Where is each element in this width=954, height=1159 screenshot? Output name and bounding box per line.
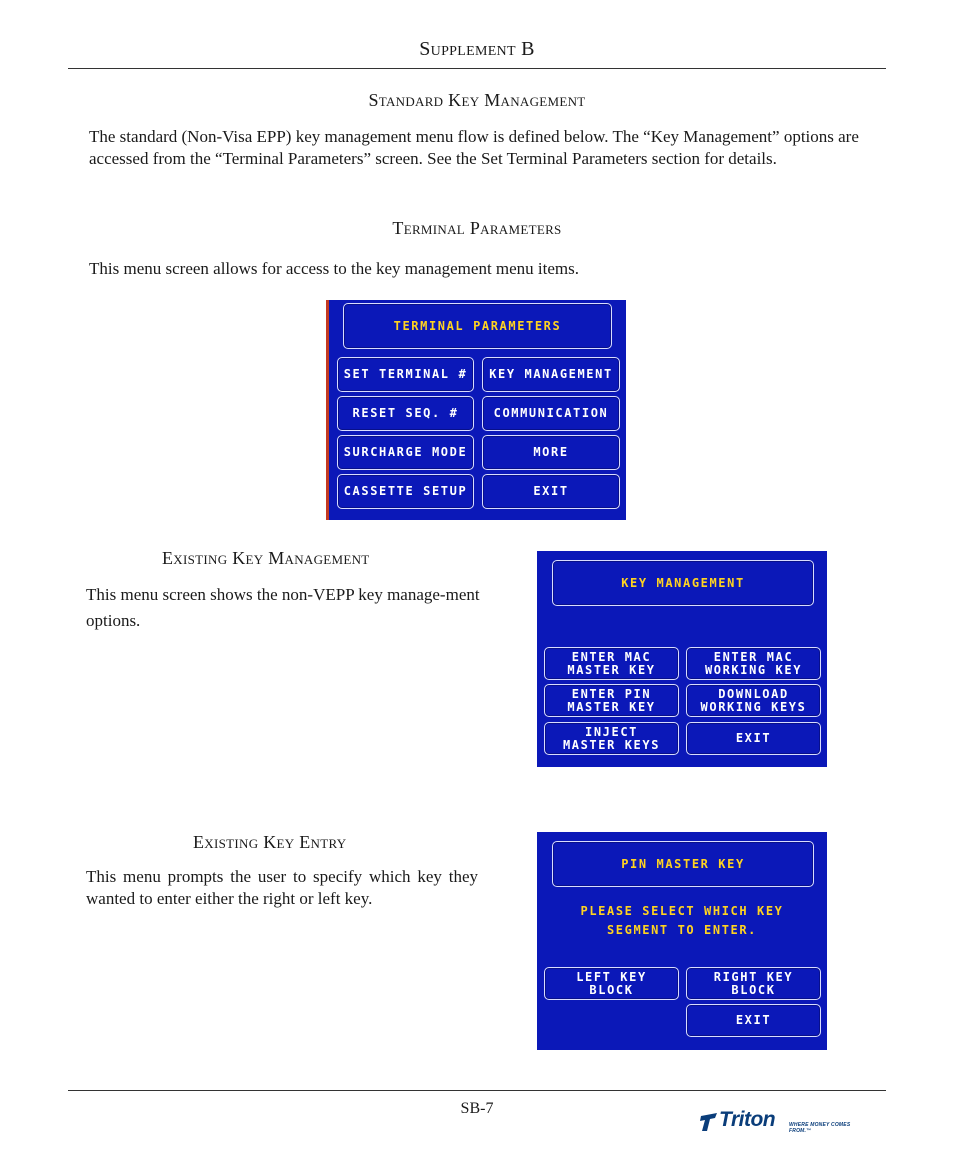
exit-button[interactable]: EXIT [482,474,620,509]
more-button[interactable]: MORE [482,435,620,470]
running-header: Supplement B [419,38,535,60]
inject-master-keys-button[interactable]: INJECT MASTER KEYS [544,722,679,755]
download-working-keys-button[interactable]: DOWNLOAD WORKING KEYS [686,684,821,717]
existing-ke-body-text: This menu prompts the user to specify which key they wanted to enter either the right or left key. [86,867,478,908]
screen-title: KEY MANAGEMENT [552,560,814,606]
key-management-button[interactable]: KEY MANAGEMENT [482,357,620,392]
pin-master-key-screen [537,832,827,1050]
terminal-parameters-screen [326,300,626,520]
standard-body-text: The standard (Non-Visa EPP) key management menu flow is defined below. The “Key Management” options are accessed from the “Terminal Parameters” screen. See the Set Terminal Parameters section for details. [89,127,859,168]
page-number: SB-7 [460,1100,494,1117]
reset-seq-button[interactable]: RESET SEQ. # [337,396,474,431]
logo-tagline: WHERE MONEY COMES FROM.™ [789,1122,851,1134]
footer-rule [68,1090,886,1091]
cassette-setup-button[interactable]: CASSETTE SETUP [337,474,474,509]
enter-mac-master-key-button[interactable]: ENTER MAC MASTER KEY [544,647,679,680]
enter-mac-working-key-button[interactable]: ENTER MAC WORKING KEY [686,647,821,680]
segment-prompt: PLEASE SELECT WHICH KEY SEGMENT TO ENTER. [580,904,784,937]
surcharge-mode-button[interactable]: SURCHARGE MODE [337,435,474,470]
left-key-block-button[interactable]: LEFT KEY BLOCK [544,967,679,1000]
exit-button[interactable]: EXIT [686,1004,821,1037]
screen-edge [326,300,329,520]
key-management-screen [537,551,827,767]
existing-km-body-text: This menu screen shows the non-VEPP key manage-ment options. [86,585,480,630]
enter-pin-master-key-button[interactable]: ENTER PIN MASTER KEY [544,684,679,717]
screen-title: TERMINAL PARAMETERS [343,303,612,349]
section-heading-existing-km: Existing Key Management [162,548,370,568]
exit-button[interactable]: EXIT [686,722,821,755]
header-rule [68,68,886,69]
communication-button[interactable]: COMMUNICATION [482,396,620,431]
section-heading-standard: Standard Key Management [368,90,586,110]
section-heading-terminal: Terminal Parameters [392,218,562,238]
set-terminal-button[interactable]: SET TERMINAL # [337,357,474,392]
triton-logo-mark-icon [699,1111,721,1133]
section-heading-existing-ke: Existing Key Entry [193,832,347,852]
logo-wordmark: Triton [719,1108,776,1131]
triton-logo [699,1108,869,1138]
terminal-body-text: This menu screen allows for access to the key management menu items. [89,259,580,278]
right-key-block-button[interactable]: RIGHT KEY BLOCK [686,967,821,1000]
screen-title: PIN MASTER KEY [552,841,814,887]
